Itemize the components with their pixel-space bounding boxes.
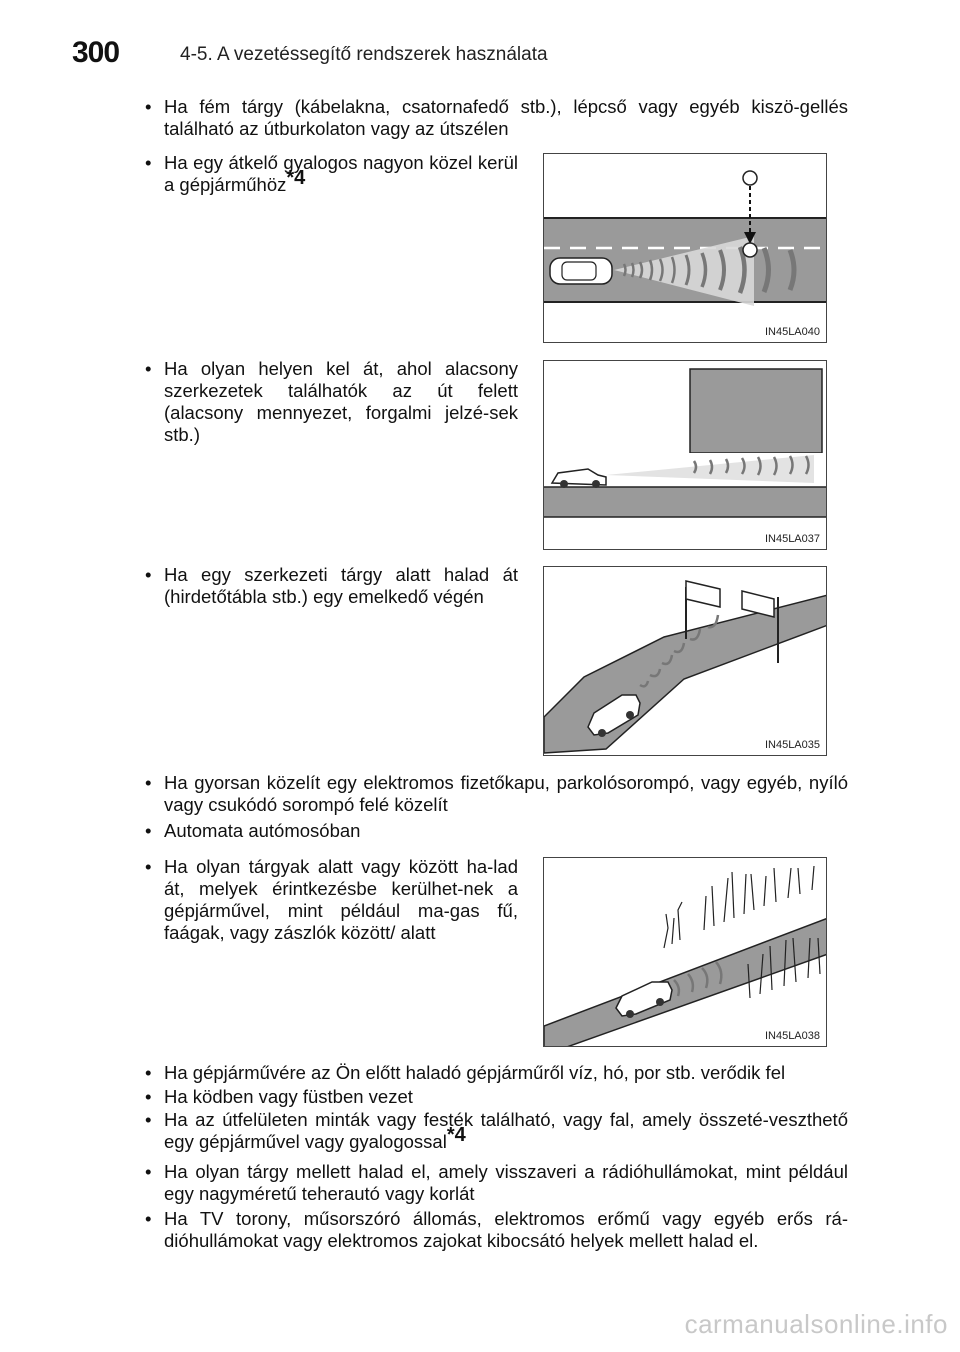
figure-tall-grass (543, 857, 827, 1047)
overhead-sign-illustration (544, 567, 827, 756)
low-structure-illustration (544, 361, 827, 550)
figure-code: IN45LA040 (764, 326, 820, 338)
list-item (142, 820, 848, 842)
list-item (142, 1086, 848, 1108)
tall-grass-illustration (544, 858, 827, 1047)
list-item (142, 564, 518, 608)
list-item (142, 772, 848, 816)
list-item (142, 358, 518, 446)
list-item (142, 1208, 848, 1252)
bullet-text: Ha az útfelületen minták vagy festék található, vagy fal, amely összeté-veszthető egy gépjárművel vagy gyalogossal (164, 1109, 848, 1152)
figure-pedestrian-crossing (543, 153, 827, 343)
bullet-text: Automata autómosóban (164, 820, 361, 841)
bullet-text: Ha gépjárművére az Ön előtt haladó gépjárműről víz, hó, por stb. verődik fel (164, 1062, 786, 1083)
list-item (142, 1062, 848, 1084)
figure-low-structure (543, 360, 827, 550)
list-item (142, 856, 518, 944)
bullet-text: Ha TV torony, műsorszóró állomás, elektromos erőmű vagy egyéb erős rá-dióhullámokat vagy elektromos zajokat kibocsátó helyek mellett halad el. (164, 1208, 848, 1251)
figure-overhead-sign (543, 566, 827, 756)
bullet-text: Ha olyan tárgyak alatt vagy között ha-lad át, melyek érintkezésbe kerülhet-nek a gépjárművel, mint például ma-gas fű, faágak, vagy zászlók között/ alatt (164, 856, 518, 943)
bullet-text: Ha ködben vagy füstben vezet (164, 1086, 413, 1107)
bullet-text: Ha egy átkelő gyalogos nagyon közel kerül a gépjárműhöz (164, 152, 518, 195)
list-item (142, 152, 518, 196)
list-item (142, 1161, 848, 1205)
footnote-marker: *4 (286, 166, 306, 189)
section-title: 4-5. A vezetéssegítő rendszerek használata (180, 44, 548, 65)
footnote-marker: *4 (446, 1123, 466, 1146)
page-number: 300 (72, 36, 120, 69)
bullet-text: Ha olyan tárgy mellett halad el, amely visszaveri a rádióhullámokat, mint például egy nagyméretű teherautó vagy korlát (164, 1161, 848, 1204)
bullet-text: Ha fém tárgy (kábelakna, csatornafedő stb.), lépcső vagy egyéb kiszö-gellés található az útburkolaton vagy az útszélen (164, 96, 848, 139)
bullet-text: Ha olyan helyen kel át, ahol alacsony szerkezetek találhatók az út felett (alacsony mennyezet, forgalmi jelzé-sek stb.) (164, 358, 518, 445)
figure-code: IN45LA038 (764, 1030, 820, 1042)
figure-code: IN45LA037 (764, 533, 820, 545)
bullet-text: Ha egy szerkezeti tárgy alatt halad át (hirdetőtábla stb.) egy emelkedő végén (164, 564, 518, 607)
pedestrian-crossing-illustration (544, 154, 827, 343)
figure-code: IN45LA035 (764, 739, 820, 751)
bullet-text: Ha gyorsan közelít egy elektromos fizetőkapu, parkolósorompó, vagy egyéb, nyíló vagy csukódó sorompó felé közelít (164, 772, 848, 815)
list-item (142, 1109, 848, 1153)
watermark: carmanualsonline.info (684, 1309, 948, 1339)
list-item (142, 96, 848, 140)
